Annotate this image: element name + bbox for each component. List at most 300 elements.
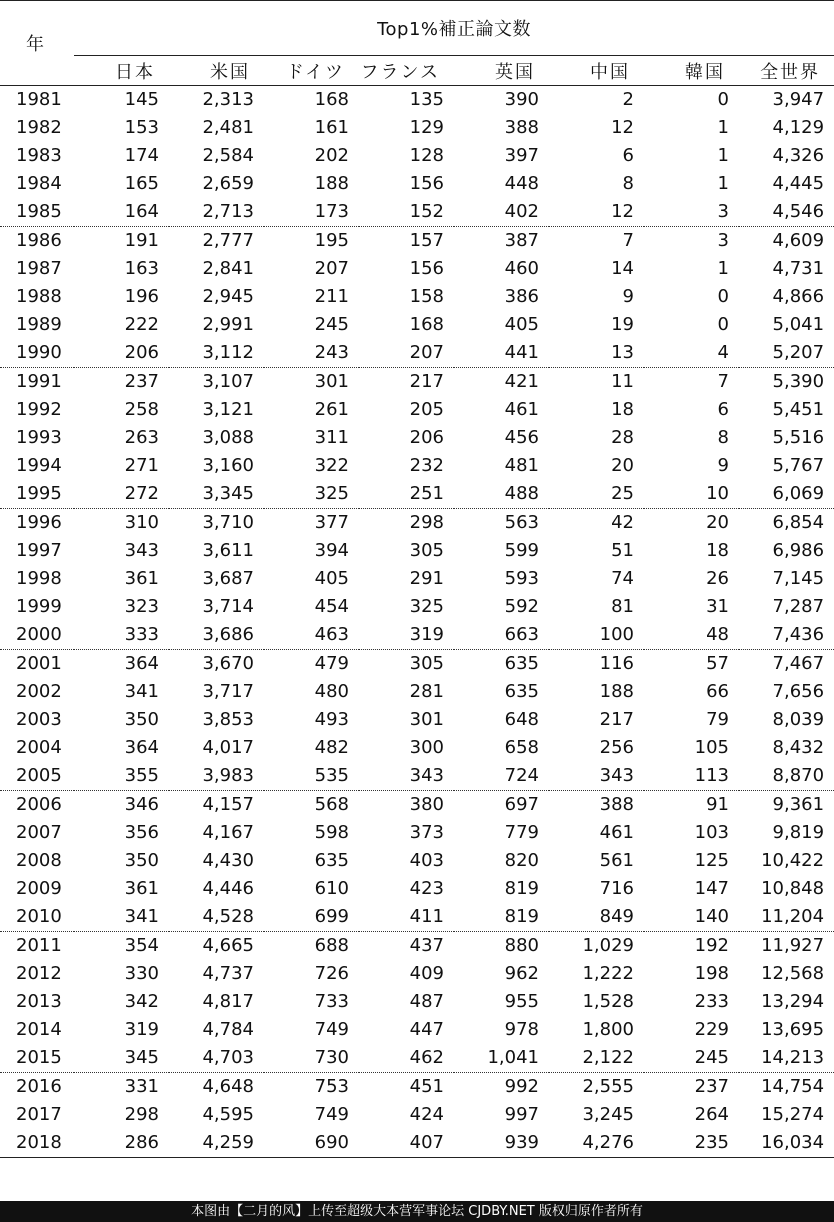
value-cell: 535 (264, 762, 359, 791)
value-cell: 129 (409, 117, 444, 138)
value-cell: 4,326 (772, 145, 825, 166)
value-cell: 152 (359, 198, 454, 227)
table-row (0, 339, 834, 368)
year-cell: 2012 (16, 963, 62, 984)
value-cell: 163 (124, 258, 159, 279)
value-cell: 2,313 (202, 89, 254, 110)
value-cell: 3,245 (582, 1104, 634, 1125)
value-cell: 377 (314, 512, 349, 533)
value-cell: 610 (314, 878, 349, 899)
value-cell: 301 (314, 371, 349, 392)
value-cell: 688 (314, 935, 349, 956)
value-cell: 18 (611, 399, 634, 420)
value-cell: 57 (706, 653, 729, 674)
table-row (0, 537, 834, 565)
year-cell: 2003 (16, 709, 62, 730)
value-cell: 233 (694, 991, 729, 1012)
value-cell: 13,695 (761, 1019, 825, 1040)
value-cell: 364 (124, 737, 159, 758)
value-cell: 11,927 (761, 935, 825, 956)
table-row (0, 509, 834, 538)
value-cell: 2 (622, 89, 634, 110)
table-row (0, 734, 834, 762)
value-cell: 113 (644, 762, 739, 791)
value-cell: 1,222 (582, 963, 634, 984)
value-cell: 3,112 (169, 339, 264, 368)
value-cell: 173 (264, 198, 359, 227)
value-cell: 264 (694, 1104, 729, 1125)
value-cell: 361 (124, 568, 159, 589)
value-cell: 7 (717, 371, 729, 392)
value-cell: 51 (611, 540, 634, 561)
year-cell: 1999 (16, 596, 62, 617)
value-cell: 157 (409, 230, 444, 251)
table-row (0, 650, 834, 679)
country-header: ドイツ (264, 56, 359, 86)
table-row (0, 255, 834, 283)
value-cell: 191 (124, 230, 159, 251)
country-header: 中国 (549, 56, 644, 86)
value-cell: 145 (124, 89, 159, 110)
value-cell: 217 (599, 709, 634, 730)
table-row (0, 1073, 834, 1102)
value-cell: 156 (409, 173, 444, 194)
value-cell: 3,611 (202, 540, 254, 561)
value-cell: 354 (124, 935, 159, 956)
value-cell: 343 (359, 762, 454, 791)
value-cell: 1 (717, 145, 729, 166)
value-cell: 658 (504, 737, 539, 758)
value-cell: 4,446 (202, 878, 254, 899)
year-cell: 2015 (0, 1044, 74, 1073)
value-cell: 699 (264, 903, 359, 932)
year-cell: 2001 (16, 653, 62, 674)
value-cell: 2,555 (582, 1076, 634, 1097)
value-cell: 14,213 (739, 1044, 834, 1073)
value-cell: 2,841 (202, 258, 254, 279)
year-cell: 1983 (16, 145, 62, 166)
value-cell: 310 (124, 512, 159, 533)
value-cell: 20 (611, 455, 634, 476)
country-header-row (0, 56, 834, 86)
value-cell: 4,595 (202, 1104, 254, 1125)
value-cell: 235 (644, 1129, 739, 1158)
value-cell: 8 (717, 427, 729, 448)
value-cell: 291 (409, 568, 444, 589)
value-cell: 100 (549, 621, 644, 650)
year-cell: 1998 (16, 568, 62, 589)
value-cell: 6,854 (772, 512, 825, 533)
value-cell: 5,207 (739, 339, 834, 368)
country-header: 英国 (454, 56, 549, 86)
value-cell: 394 (314, 540, 349, 561)
value-cell: 4,784 (202, 1019, 254, 1040)
value-cell: 48 (644, 621, 739, 650)
value-cell: 140 (644, 903, 739, 932)
value-cell: 397 (504, 145, 539, 166)
value-cell: 5,041 (772, 314, 825, 335)
value-cell: 1,800 (582, 1019, 634, 1040)
value-cell: 341 (74, 903, 169, 932)
value-cell: 4,276 (549, 1129, 644, 1158)
value-cell: 3,687 (202, 568, 254, 589)
table-row (0, 396, 834, 424)
value-cell: 3,717 (202, 681, 254, 702)
year-cell: 1992 (16, 399, 62, 420)
value-cell: 342 (124, 991, 159, 1012)
value-cell: 407 (359, 1129, 454, 1158)
table-row (0, 86, 834, 115)
year-cell: 2006 (16, 794, 62, 815)
year-cell: 1995 (0, 480, 74, 509)
value-cell: 820 (504, 850, 539, 871)
value-cell: 3,853 (202, 709, 254, 730)
value-cell: 333 (74, 621, 169, 650)
value-cell: 206 (74, 339, 169, 368)
value-cell: 2,945 (202, 286, 254, 307)
value-cell: 211 (314, 286, 349, 307)
value-cell: 168 (409, 314, 444, 335)
table-row (0, 847, 834, 875)
value-cell: 779 (504, 822, 539, 843)
value-cell: 16,034 (739, 1129, 834, 1158)
table-row (0, 368, 834, 397)
value-cell: 103 (694, 822, 729, 843)
value-cell: 355 (74, 762, 169, 791)
value-cell: 198 (694, 963, 729, 984)
value-cell: 2,481 (202, 117, 254, 138)
value-cell: 12 (611, 117, 634, 138)
group-column-header: Top1%補正論文数 (74, 1, 834, 56)
value-cell: 20 (706, 512, 729, 533)
value-cell: 463 (264, 621, 359, 650)
value-cell: 156 (409, 258, 444, 279)
value-cell: 8 (622, 173, 634, 194)
value-cell: 330 (124, 963, 159, 984)
value-cell: 730 (264, 1044, 359, 1073)
year-cell: 1982 (16, 117, 62, 138)
value-cell: 207 (314, 258, 349, 279)
value-cell: 460 (504, 258, 539, 279)
value-cell: 319 (359, 621, 454, 650)
year-cell: 2004 (16, 737, 62, 758)
value-cell: 350 (124, 709, 159, 730)
value-cell: 243 (264, 339, 359, 368)
value-cell: 272 (74, 480, 169, 509)
value-cell: 323 (124, 596, 159, 617)
value-cell: 19 (611, 314, 634, 335)
year-cell: 2009 (16, 878, 62, 899)
value-cell: 563 (504, 512, 539, 533)
value-cell: 405 (504, 314, 539, 335)
value-cell: 15,274 (761, 1104, 825, 1125)
year-cell: 2013 (16, 991, 62, 1012)
value-cell: 3,710 (202, 512, 254, 533)
value-cell: 237 (124, 371, 159, 392)
year-cell: 2016 (16, 1076, 62, 1097)
value-cell: 10,848 (761, 878, 825, 899)
value-cell: 635 (504, 681, 539, 702)
value-cell: 116 (599, 653, 634, 674)
table-row (0, 198, 834, 227)
value-cell: 411 (359, 903, 454, 932)
value-cell: 4,129 (772, 117, 825, 138)
value-cell: 2,991 (202, 314, 254, 335)
value-cell: 388 (599, 794, 634, 815)
value-cell: 346 (124, 794, 159, 815)
table-row (0, 593, 834, 621)
value-cell: 7,656 (772, 681, 825, 702)
value-cell: 66 (706, 681, 729, 702)
value-cell: 18 (706, 540, 729, 561)
value-cell: 424 (409, 1104, 444, 1125)
value-cell: 325 (409, 596, 444, 617)
value-cell: 263 (124, 427, 159, 448)
table-row (0, 142, 834, 170)
value-cell: 482 (314, 737, 349, 758)
value-cell: 13 (549, 339, 644, 368)
value-cell: 3,947 (772, 89, 825, 110)
value-cell: 135 (409, 89, 444, 110)
value-cell: 322 (314, 455, 349, 476)
value-cell: 147 (694, 878, 729, 899)
value-cell: 568 (314, 794, 349, 815)
value-cell: 14 (611, 258, 634, 279)
year-cell: 1997 (16, 540, 62, 561)
year-cell: 2017 (16, 1104, 62, 1125)
year-cell: 2014 (16, 1019, 62, 1040)
value-cell: 9 (717, 455, 729, 476)
year-cell: 2008 (16, 850, 62, 871)
value-cell: 0 (717, 89, 729, 110)
table-row (0, 565, 834, 593)
table-row (0, 903, 834, 932)
year-cell: 1981 (16, 89, 62, 110)
value-cell: 128 (409, 145, 444, 166)
value-cell: 301 (409, 709, 444, 730)
value-cell: 161 (314, 117, 349, 138)
value-cell: 390 (504, 89, 539, 110)
table-row (0, 932, 834, 961)
value-cell: 380 (409, 794, 444, 815)
value-cell: 345 (74, 1044, 169, 1073)
value-cell: 716 (599, 878, 634, 899)
table-row (0, 480, 834, 509)
value-cell: 819 (504, 878, 539, 899)
value-cell: 361 (124, 878, 159, 899)
year-cell: 2002 (16, 681, 62, 702)
year-cell: 1993 (16, 427, 62, 448)
value-cell: 4,546 (739, 198, 834, 227)
value-cell: 481 (504, 455, 539, 476)
value-cell: 28 (611, 427, 634, 448)
value-cell: 939 (454, 1129, 549, 1158)
value-cell: 261 (314, 399, 349, 420)
value-cell: 3,983 (169, 762, 264, 791)
value-cell: 11 (611, 371, 634, 392)
value-cell: 4,430 (202, 850, 254, 871)
table-row (0, 762, 834, 791)
value-cell: 305 (409, 653, 444, 674)
value-cell: 402 (454, 198, 549, 227)
value-cell: 206 (409, 427, 444, 448)
table-row (0, 1044, 834, 1073)
value-cell: 690 (264, 1129, 359, 1158)
value-cell: 4,866 (772, 286, 825, 307)
value-cell: 598 (314, 822, 349, 843)
year-cell: 2010 (0, 903, 74, 932)
value-cell: 8,039 (772, 709, 825, 730)
table-row (0, 311, 834, 339)
value-cell: 7,467 (772, 653, 825, 674)
value-cell: 4,817 (202, 991, 254, 1012)
value-cell: 3,714 (202, 596, 254, 617)
table-row (0, 1101, 834, 1129)
value-cell: 222 (124, 314, 159, 335)
value-cell: 4,703 (169, 1044, 264, 1073)
value-cell: 2,713 (169, 198, 264, 227)
year-column-header: 年 (0, 1, 74, 86)
table-row (0, 283, 834, 311)
value-cell: 3,686 (169, 621, 264, 650)
year-cell: 1985 (0, 198, 74, 227)
year-cell: 1990 (0, 339, 74, 368)
value-cell: 387 (504, 230, 539, 251)
value-cell: 158 (409, 286, 444, 307)
value-cell: 305 (409, 540, 444, 561)
value-cell: 5,516 (772, 427, 825, 448)
value-cell: 4,167 (202, 822, 254, 843)
year-cell: 1996 (16, 512, 62, 533)
value-cell: 3,107 (202, 371, 254, 392)
table-row (0, 424, 834, 452)
value-cell: 4,445 (772, 173, 825, 194)
value-cell: 2,659 (202, 173, 254, 194)
table-row (0, 114, 834, 142)
value-cell: 79 (706, 709, 729, 730)
value-cell: 978 (504, 1019, 539, 1040)
value-cell: 5,767 (772, 455, 825, 476)
value-cell: 217 (409, 371, 444, 392)
table-row (0, 1129, 834, 1158)
value-cell: 207 (359, 339, 454, 368)
value-cell: 749 (314, 1104, 349, 1125)
value-cell: 5,451 (772, 399, 825, 420)
value-cell: 2,777 (202, 230, 254, 251)
table-row (0, 960, 834, 988)
value-cell: 3 (717, 230, 729, 251)
value-cell: 12,568 (761, 963, 825, 984)
value-cell: 42 (611, 512, 634, 533)
value-cell: 7 (622, 230, 634, 251)
value-cell: 753 (314, 1076, 349, 1097)
value-cell: 196 (124, 286, 159, 307)
value-cell: 409 (409, 963, 444, 984)
year-cell: 1988 (16, 286, 62, 307)
value-cell: 0 (717, 286, 729, 307)
value-cell: 192 (694, 935, 729, 956)
value-cell: 648 (504, 709, 539, 730)
value-cell: 325 (264, 480, 359, 509)
value-cell: 461 (504, 399, 539, 420)
value-cell: 405 (314, 568, 349, 589)
value-cell: 635 (314, 850, 349, 871)
value-cell: 441 (454, 339, 549, 368)
value-cell: 423 (409, 878, 444, 899)
value-cell: 11,204 (739, 903, 834, 932)
value-cell: 403 (409, 850, 444, 871)
value-cell: 319 (124, 1019, 159, 1040)
value-cell: 4,157 (202, 794, 254, 815)
value-cell: 4,737 (202, 963, 254, 984)
value-cell: 188 (599, 681, 634, 702)
value-cell: 488 (454, 480, 549, 509)
table-row (0, 791, 834, 820)
year-cell: 1991 (16, 371, 62, 392)
value-cell: 437 (409, 935, 444, 956)
year-cell: 2005 (0, 762, 74, 791)
value-cell: 3,160 (202, 455, 254, 476)
value-cell: 962 (504, 963, 539, 984)
value-cell: 880 (504, 935, 539, 956)
value-cell: 258 (124, 399, 159, 420)
value-cell: 229 (694, 1019, 729, 1040)
country-header: 日本 (74, 56, 169, 86)
value-cell: 300 (409, 737, 444, 758)
value-cell: 0 (717, 314, 729, 335)
value-cell: 1 (717, 258, 729, 279)
value-cell: 13,294 (761, 991, 825, 1012)
value-cell: 561 (599, 850, 634, 871)
value-cell: 298 (124, 1104, 159, 1125)
table-row (0, 1016, 834, 1044)
value-cell: 726 (314, 963, 349, 984)
value-cell: 245 (314, 314, 349, 335)
value-cell: 4,731 (772, 258, 825, 279)
value-cell: 14,754 (761, 1076, 825, 1097)
year-cell: 1989 (16, 314, 62, 335)
value-cell: 388 (504, 117, 539, 138)
value-cell: 6 (717, 399, 729, 420)
value-cell: 448 (504, 173, 539, 194)
table-body (0, 86, 834, 1158)
value-cell: 271 (124, 455, 159, 476)
value-cell: 447 (409, 1019, 444, 1040)
value-cell: 7,436 (739, 621, 834, 650)
value-cell: 202 (314, 145, 349, 166)
value-cell: 164 (74, 198, 169, 227)
value-cell: 3,670 (202, 653, 254, 674)
table-row (0, 988, 834, 1016)
value-cell: 7,145 (772, 568, 825, 589)
value-cell: 1,041 (454, 1044, 549, 1073)
year-cell: 1987 (16, 258, 62, 279)
value-cell: 356 (124, 822, 159, 843)
value-cell: 31 (706, 596, 729, 617)
value-cell: 9,361 (772, 794, 825, 815)
value-cell: 4,665 (202, 935, 254, 956)
value-cell: 251 (359, 480, 454, 509)
value-cell: 2,122 (549, 1044, 644, 1073)
value-cell: 311 (314, 427, 349, 448)
year-cell: 2018 (0, 1129, 74, 1158)
value-cell: 5,390 (772, 371, 825, 392)
value-cell: 749 (314, 1019, 349, 1040)
value-cell: 6,986 (772, 540, 825, 561)
value-cell: 6,069 (739, 480, 834, 509)
value-cell: 8,432 (772, 737, 825, 758)
value-cell: 12 (549, 198, 644, 227)
